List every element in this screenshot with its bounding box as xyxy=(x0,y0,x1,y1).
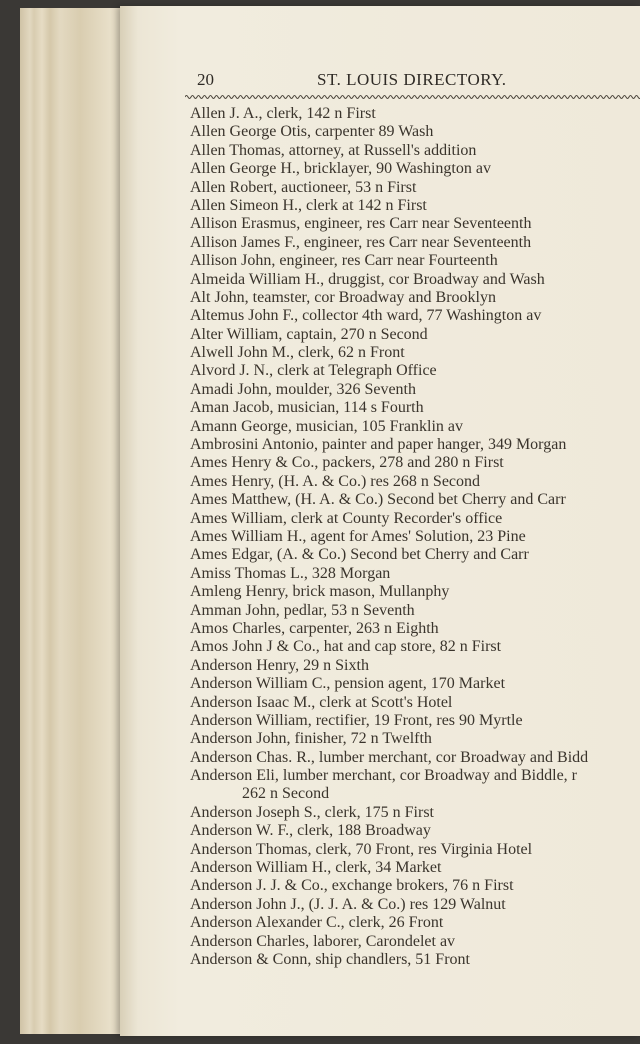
directory-entry: Anderson Chas. R., lumber merchant, cor Broadway and Bidd xyxy=(190,748,589,766)
directory-entry: Anderson W. F., clerk, 188 Broadway xyxy=(190,822,431,840)
directory-entry: Allen Robert, auctioneer, 53 n First xyxy=(190,178,417,196)
directory-entry: Amos Charles, carpenter, 263 n Eighth xyxy=(190,619,439,637)
directory-entries xyxy=(190,105,640,969)
directory-entry: Anderson Thomas, clerk, 70 Front, res Virginia Hotel xyxy=(190,840,533,858)
directory-entry: Allen George Otis, carpenter 89 Wash xyxy=(190,123,434,141)
directory-entry: Anderson Charles, laborer, Carondelet av xyxy=(190,932,456,950)
directory-entry: Ames William H., agent for Ames' Solution, 23 Pine xyxy=(190,527,526,545)
directory-entry: Allen J. A., clerk, 142 n First xyxy=(190,105,376,122)
directory-entry: Amman John, pedlar, 53 n Seventh xyxy=(190,601,415,619)
running-header xyxy=(197,70,637,94)
directory-entry: Altemus John F., collector 4th ward, 77 Washington av xyxy=(190,307,542,325)
directory-entry: Ames Henry & Co., packers, 278 and 280 n First xyxy=(190,454,504,472)
directory-entry: Amleng Henry, brick mason, Mullanphy xyxy=(190,583,450,601)
directory-entry: Allen George H., bricklayer, 90 Washington av xyxy=(190,160,491,178)
directory-entry: Anderson & Conn, ship chandlers, 51 Front xyxy=(190,950,470,968)
directory-entry: Anderson Henry, 29 n Sixth xyxy=(190,656,369,674)
page-stack-edges xyxy=(20,8,130,1034)
directory-entry: Amadi John, moulder, 326 Seventh xyxy=(190,380,416,398)
directory-entry: Allison Erasmus, engineer, res Carr near Seventeenth xyxy=(190,215,532,233)
directory-entry: Anderson William C., pension agent, 170 Market xyxy=(190,675,506,693)
directory-entry: Ambrosini Antonio, painter and paper hanger, 349 Morgan xyxy=(190,436,567,454)
directory-entry: Anderson Isaac M., clerk at Scott's Hotel xyxy=(190,693,453,711)
directory-entry: Anderson William, rectifier, 19 Front, res 90 Myrtle xyxy=(190,711,523,729)
directory-entry: Alvord J. N., clerk at Telegraph Office xyxy=(190,362,437,380)
directory-entry: Alt John, teamster, cor Broadway and Brooklyn xyxy=(190,288,496,306)
wavy-rule-divider xyxy=(185,92,640,102)
directory-entry: Anderson John J., (J. J. A. & Co.) res 129 Walnut xyxy=(190,895,506,913)
directory-entry: Ames William, clerk at County Recorder's office xyxy=(190,509,503,527)
directory-entry: Amos John J & Co., hat and cap store, 82 n First xyxy=(190,638,502,656)
directory-entry: Allison James F., engineer, res Carr near Seventeenth xyxy=(190,233,532,251)
directory-entry: Almeida William H., druggist, cor Broadway and Wash xyxy=(190,270,545,288)
directory-entry: Allison John, engineer, res Carr near Fourteenth xyxy=(190,252,498,270)
directory-entry: Anderson Eli, lumber merchant, cor Broadway and Biddle, r xyxy=(190,767,577,785)
page-number: 20 xyxy=(197,70,214,89)
directory-entry: Anderson Alexander C., clerk, 26 Front xyxy=(190,914,444,932)
directory-entry: Ames Henry, (H. A. & Co.) res 268 n Second xyxy=(190,472,481,490)
directory-entry: Allen Thomas, attorney, at Russell's addition xyxy=(190,141,477,159)
directory-entry: Anderson John, finisher, 72 n Twelfth xyxy=(190,730,432,748)
directory-entry: Ames Matthew, (H. A. & Co.) Second bet Cherry and Carr xyxy=(190,491,566,509)
directory-entry: Anderson Joseph S., clerk, 175 n First xyxy=(190,803,434,821)
directory-entry: Ames Edgar, (A. & Co.) Second bet Cherry and Carr xyxy=(190,546,529,564)
directory-entry: Aman Jacob, musician, 114 s Fourth xyxy=(190,399,424,417)
directory-entry: Alwell John M., clerk, 62 n Front xyxy=(190,344,405,362)
directory-entry: Alter William, captain, 270 n Second xyxy=(190,325,428,343)
directory-entry: Amann George, musician, 105 Franklin av xyxy=(190,417,463,435)
page-title: ST. LOUIS DIRECTORY. xyxy=(317,70,507,89)
directory-entry: Anderson J. J. & Co., exchange brokers, 76 n First xyxy=(190,877,514,895)
directory-entry: Allen Simeon H., clerk at 142 n First xyxy=(190,196,427,214)
directory-entry: Amiss Thomas L., 328 Morgan xyxy=(190,564,391,582)
directory-entry-continuation: 262 n Second xyxy=(242,785,330,803)
directory-entry: Anderson William H., clerk, 34 Market xyxy=(190,859,442,877)
